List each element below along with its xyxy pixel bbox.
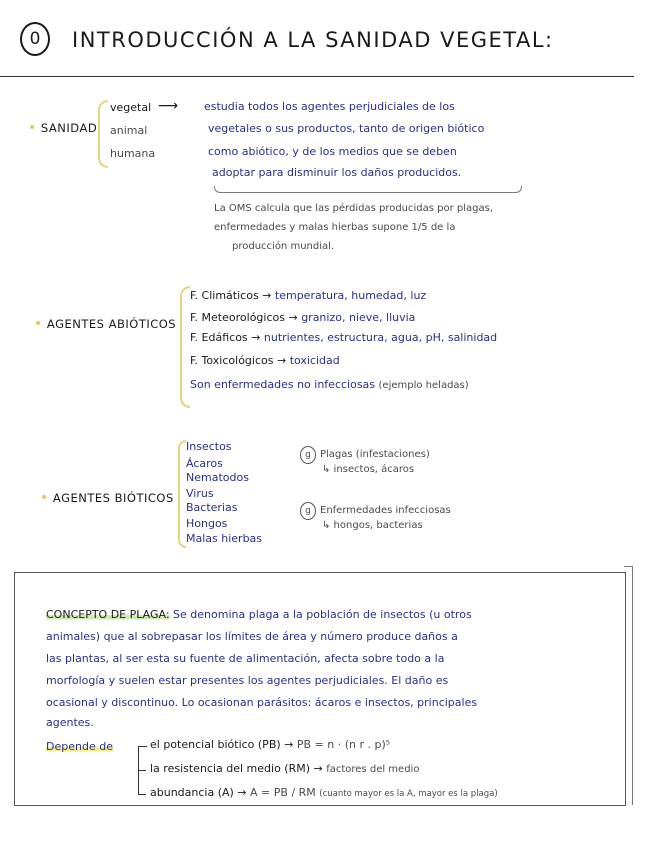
sanidad-type-humana: humana	[110, 147, 156, 160]
abiotico-factor: F. Edáficos →	[190, 331, 261, 344]
bullet-icon: •	[28, 120, 37, 136]
factor-formula: PB = n · (n r . p)⁵	[296, 738, 391, 751]
depende-label: Depende de	[46, 740, 113, 753]
concepto-line: morfología y suelen estar presentes los agentes perjudiciales. El daño es	[46, 674, 449, 687]
biotico-item: Hongos	[186, 517, 228, 530]
section-number: 0	[29, 29, 41, 49]
abioticos-summary: Son enfermedades no infecciosas	[190, 378, 376, 391]
sanidad-note-line: producción mundial.	[232, 241, 335, 252]
concepto-line-first	[46, 608, 472, 621]
abiotico-detail: granizo, nieve, lluvia	[301, 311, 416, 324]
page-title: INTRODUCCIÓN A LA SANIDAD VEGETAL:	[72, 28, 554, 52]
concepto-heading: CONCEPTO DE PLAGA:	[46, 608, 170, 621]
biotico-item: Bacterias	[186, 501, 238, 514]
enfermedades-title	[300, 502, 451, 520]
biotico-item: Insectos	[186, 440, 232, 453]
plagas-sub: ↳ insectos, ácaros	[322, 464, 415, 475]
circled-g-icon: g	[300, 502, 316, 520]
abiotico-detail: nutrientes, estructura, agua, pH, salinidad	[263, 331, 498, 344]
factor-row	[150, 786, 498, 799]
factor-formula: factores del medio	[326, 764, 420, 775]
abiotico-factor: F. Climáticos →	[190, 289, 272, 302]
abiotico-row	[190, 331, 497, 344]
sanidad-def-line: como abiótico, y de los medios que se deben	[208, 145, 457, 158]
enfermedades-sub: ↳ hongos, bacterias	[322, 520, 423, 531]
concepto-line: Se denomina plaga a la población de insectos (u otros	[173, 608, 472, 621]
factor-row	[150, 738, 390, 751]
abiotico-detail: toxicidad	[289, 354, 340, 367]
enfermedades-title-text: Enfermedades infecciosas	[320, 505, 451, 516]
factor-row	[150, 762, 419, 775]
abiotico-row	[190, 311, 415, 324]
plagas-title	[300, 446, 430, 464]
abioticos-label	[34, 316, 176, 332]
sanidad-note-line: La OMS calcula que las pérdidas producidas por plagas,	[214, 203, 494, 214]
factor-text: abundancia (A) →	[150, 786, 247, 799]
concepto-line: ocasional y discontinuo. Lo ocasionan parásitos: ácaros e insectos, principales	[46, 696, 478, 709]
sanidad-brace	[98, 100, 108, 168]
sanidad-def-line: vegetales o sus productos, tanto de origen biótico	[208, 122, 485, 135]
abiotico-factor: F. Meteorológicos →	[190, 311, 298, 324]
abiotico-factor: F. Toxicológicos →	[190, 354, 287, 367]
depende-connector	[138, 794, 146, 795]
bioticos-label-text: AGENTES BIÓTICOS	[52, 491, 174, 505]
sanidad-note-line: enfermedades y malas hierbas supone 1/5 de la	[214, 222, 456, 233]
sanidad-def-line: estudia todos los agentes perjudiciales de los	[204, 100, 455, 113]
biotico-item: Nematodos	[186, 471, 249, 484]
sanidad-type-vegetal: vegetal	[110, 101, 152, 114]
concepto-line: las plantas, al ser esta su fuente de alimentación, afecta sobre todo a la	[46, 652, 445, 665]
section-number-circle	[20, 22, 50, 56]
abioticos-example: (ejemplo heladas)	[378, 380, 469, 391]
bullet-icon: •	[40, 490, 49, 506]
factor-text: la resistencia del medio (RM) →	[150, 762, 323, 775]
plagas-title-text: Plagas (infestaciones)	[320, 449, 430, 460]
note-brace	[214, 186, 522, 193]
depende-connector	[138, 770, 146, 771]
biotico-item: Virus	[186, 487, 214, 500]
bioticos-label	[40, 490, 174, 506]
abioticos-label-text: AGENTES ABIÓTICOS	[46, 317, 177, 331]
abiotico-row	[190, 289, 426, 302]
title-divider	[0, 76, 634, 77]
factor-note: (cuanto mayor es la A, mayor es la plaga)	[319, 789, 498, 799]
abiotico-detail: temperatura, humedad, luz	[274, 289, 427, 302]
sanidad-label-text: SANIDAD	[40, 121, 98, 135]
biotico-item: Malas hierbas	[186, 532, 263, 545]
circled-g-icon: g	[300, 446, 316, 464]
abiotico-row	[190, 354, 340, 367]
arrow-icon: ⟶	[158, 98, 179, 114]
abioticos-brace	[180, 286, 190, 408]
concepto-line: animales) que al sobrepasar los límites de área y número produce daños a	[46, 630, 458, 643]
biotico-item: Ácaros	[186, 457, 223, 470]
sanidad-def-line: adoptar para disminuir los daños producidos.	[212, 166, 462, 179]
bullet-icon: •	[34, 316, 43, 332]
factor-formula: A = PB / RM	[250, 786, 316, 799]
abioticos-summary-row	[190, 378, 469, 391]
bioticos-brace	[178, 440, 186, 548]
concepto-line: agentes.	[46, 716, 94, 729]
sanidad-label	[28, 120, 97, 136]
sanidad-type-animal: animal	[110, 124, 148, 137]
factor-text: el potencial biótico (PB) →	[150, 738, 294, 751]
